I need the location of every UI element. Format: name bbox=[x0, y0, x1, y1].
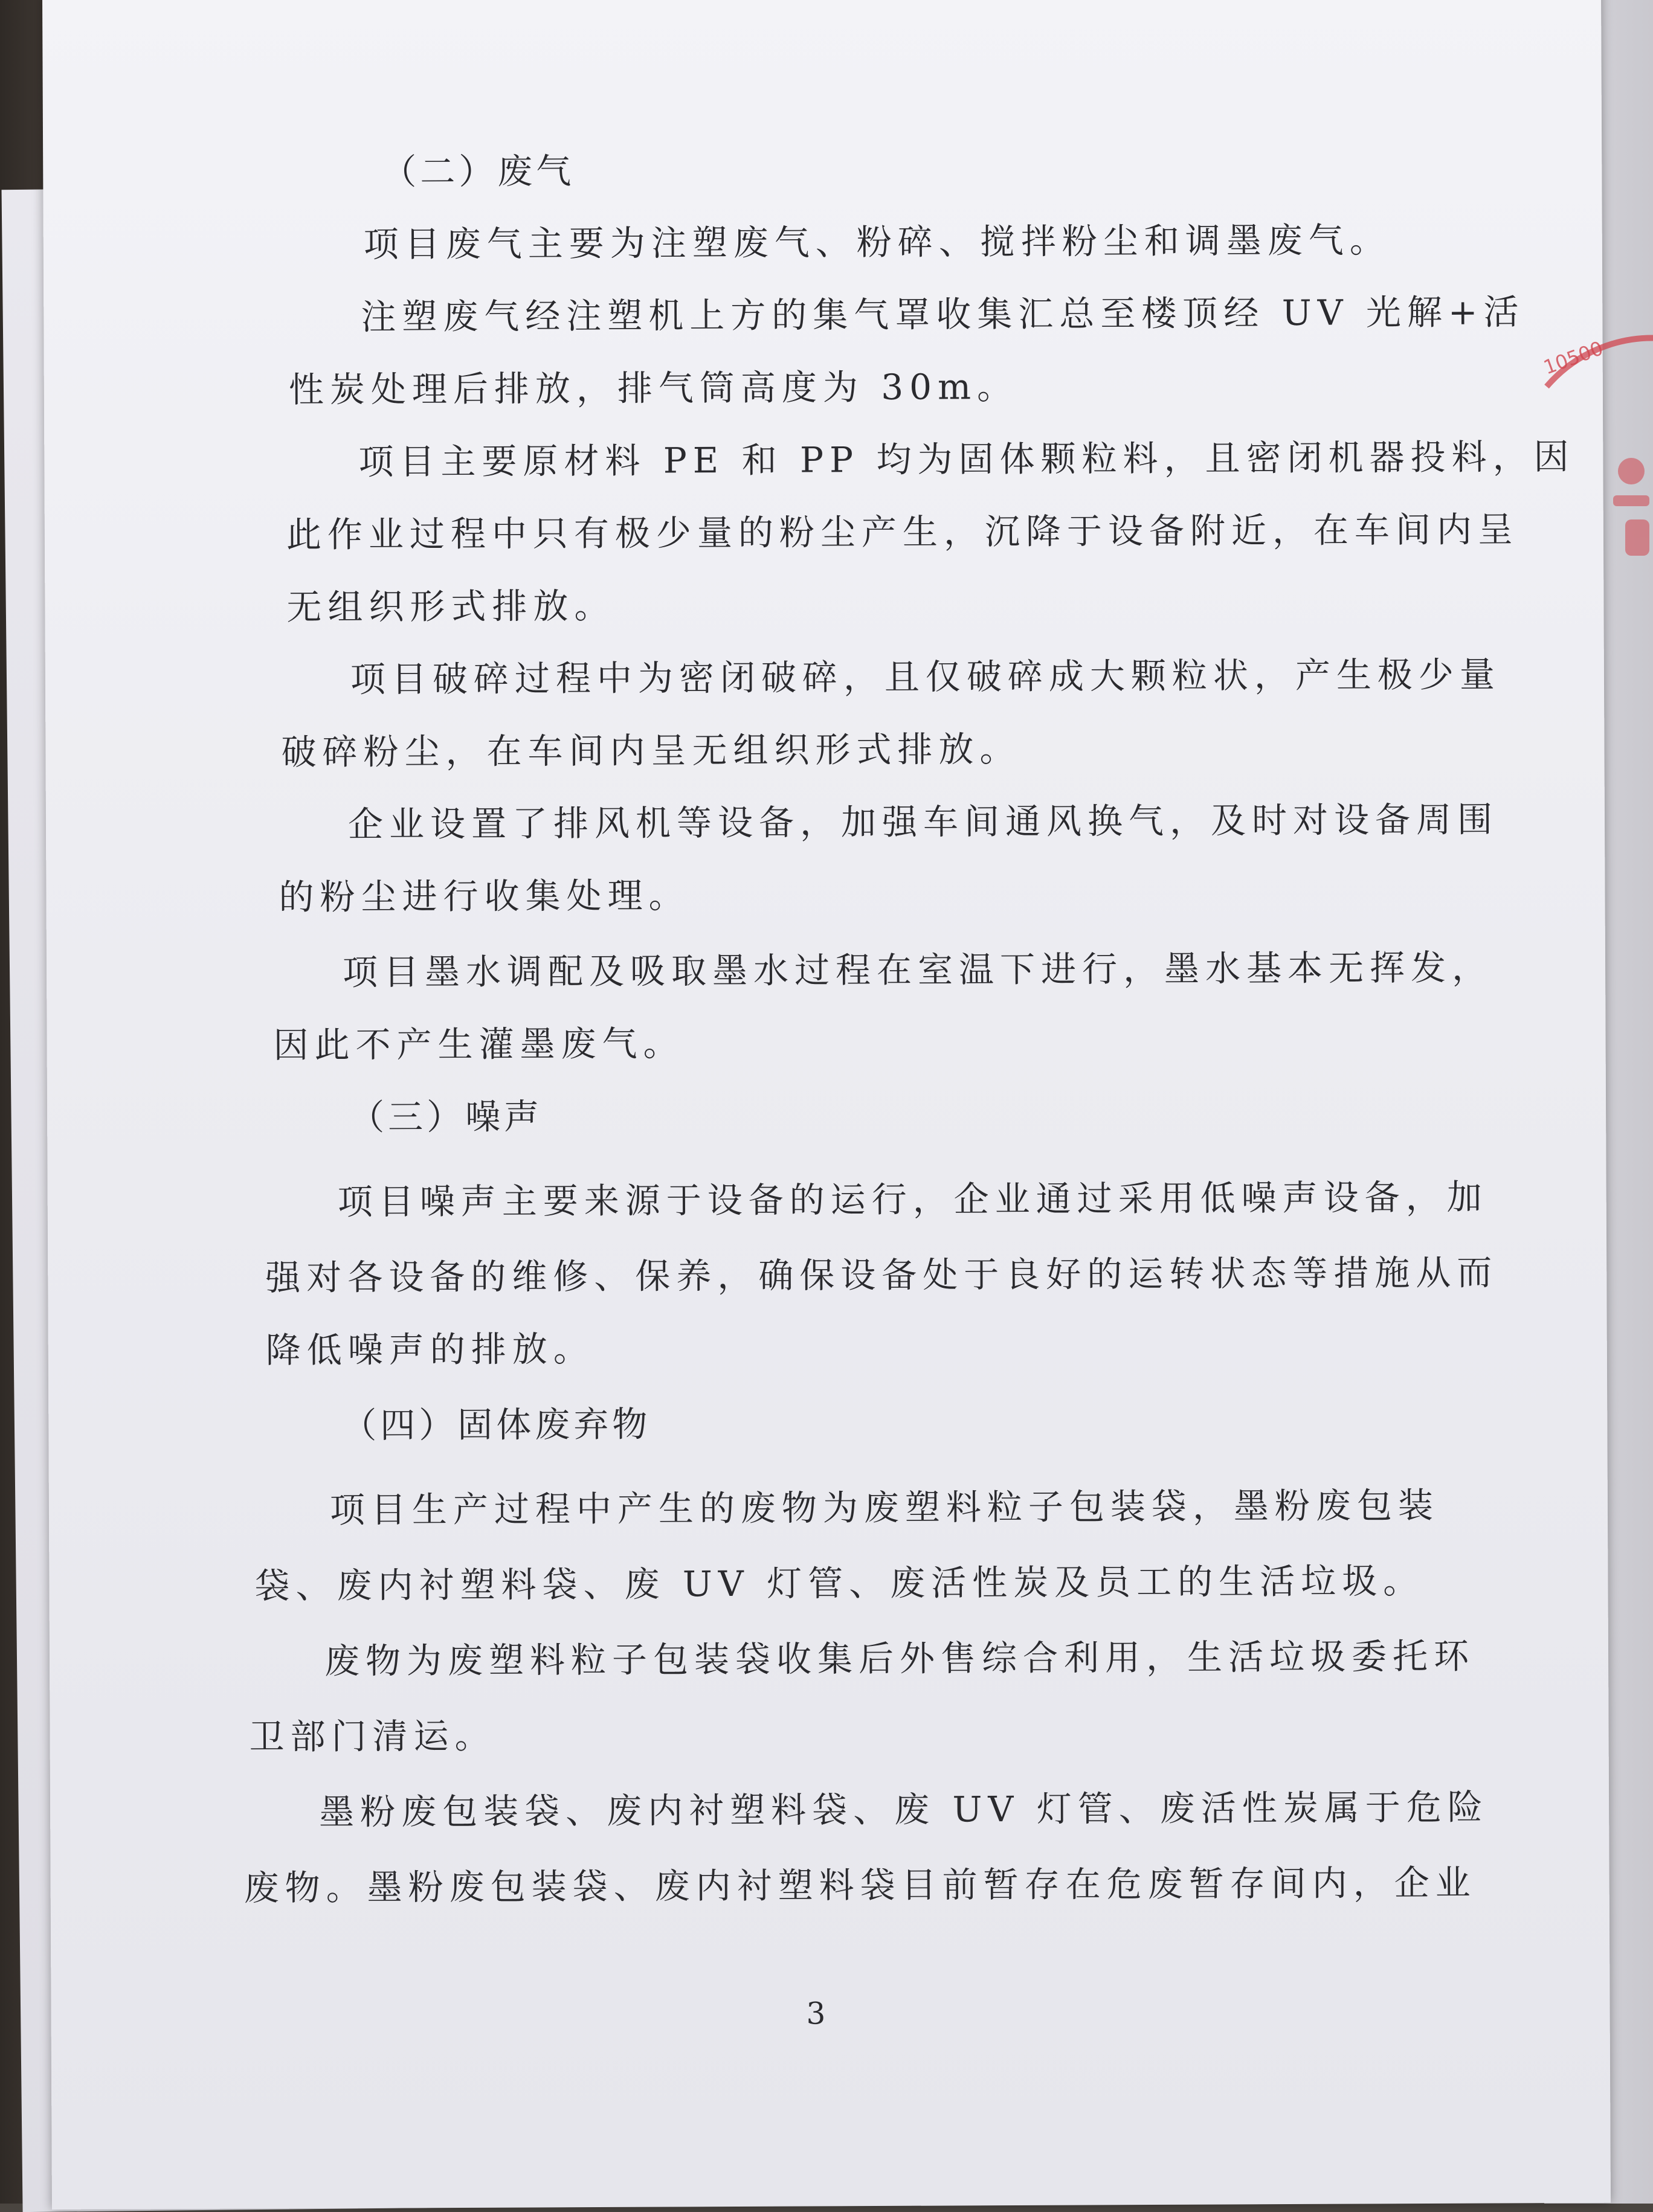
paragraph-line: 破碎粉尘，在车间内呈无组织形式排放。 bbox=[281, 728, 1021, 773]
paragraph-line: 袋、废内衬塑料袋、废 UV 灯管、废活性炭及员工的生活垃圾。 bbox=[254, 1560, 1425, 1607]
paragraph-line: 强对各设备的维修、保养，确保设备处于良好的运转状态等措施从而 bbox=[265, 1252, 1498, 1299]
paragraph-line: 无组织形式排放。 bbox=[286, 585, 616, 628]
page-number: 3 bbox=[806, 1996, 826, 2031]
paragraph-line: 项目噪声主要来源于设备的运行，企业通过采用低噪声设备，加 bbox=[337, 1176, 1488, 1223]
section-heading-waste-gas: （二）废气 bbox=[381, 150, 575, 193]
paragraph-line: 性炭处理后排放，排气筒高度为 30m。 bbox=[288, 365, 1019, 411]
document-page bbox=[42, 0, 1611, 2210]
paragraph-line: 卫部门清运。 bbox=[249, 1715, 496, 1758]
paragraph-line: 因此不产生灌墨废气。 bbox=[273, 1023, 685, 1066]
paragraph-line: 项目生产过程中产生的废物为废塑料粒子包装袋，墨粉废包装 bbox=[329, 1484, 1440, 1531]
paragraph-line: 废物。墨粉废包装袋、废内衬塑料袋目前暂存在危废暂存间内，企业 bbox=[243, 1862, 1477, 1909]
paragraph-line: 的粉尘进行收集处理。 bbox=[279, 875, 690, 918]
seal-number: 10500 bbox=[1540, 336, 1606, 379]
section-heading-solid-waste: （四）固体废弃物 bbox=[341, 1403, 651, 1446]
paragraph-line: 项目墨水调配及吸取墨水过程在室温下进行，墨水基本无挥发， bbox=[342, 947, 1494, 993]
paragraph-line: 项目破碎过程中为密闭破碎，且仅破碎成大颗粒状，产生极少量 bbox=[350, 654, 1501, 700]
paragraph-line: 此作业过程中只有极少量的粉尘产生，沉降于设备附近，在车间内呈 bbox=[286, 509, 1519, 556]
paragraph-line: 注塑废气经注塑机上方的集气罩收集汇总至楼顶经 UV 光解+活 bbox=[361, 291, 1525, 338]
paragraph-line: 废物为废塑料粒子包装袋收集后外售综合利用，生活垃圾委托环 bbox=[324, 1635, 1475, 1682]
paragraph-line: 项目废气主要为注塑废气、粉碎、搅拌粉尘和调墨废气。 bbox=[363, 219, 1391, 265]
red-seal-stamp bbox=[1522, 314, 1653, 628]
page-content bbox=[42, 0, 1611, 2210]
paragraph-line: 降低噪声的排放。 bbox=[265, 1328, 594, 1371]
paragraph-line: 企业设置了排风机等设备，加强车间通风换气，及时对设备周围 bbox=[347, 799, 1499, 845]
paragraph-line: 项目主要原材料 PE 和 PP 均为固体颗粒料，且密闭机器投料，因 bbox=[358, 436, 1575, 483]
paragraph-line: 墨粉废包装袋、废内衬塑料袋、废 UV 灯管、废活性炭属于危险 bbox=[318, 1786, 1489, 1833]
section-heading-noise: （三）噪声 bbox=[349, 1096, 543, 1138]
